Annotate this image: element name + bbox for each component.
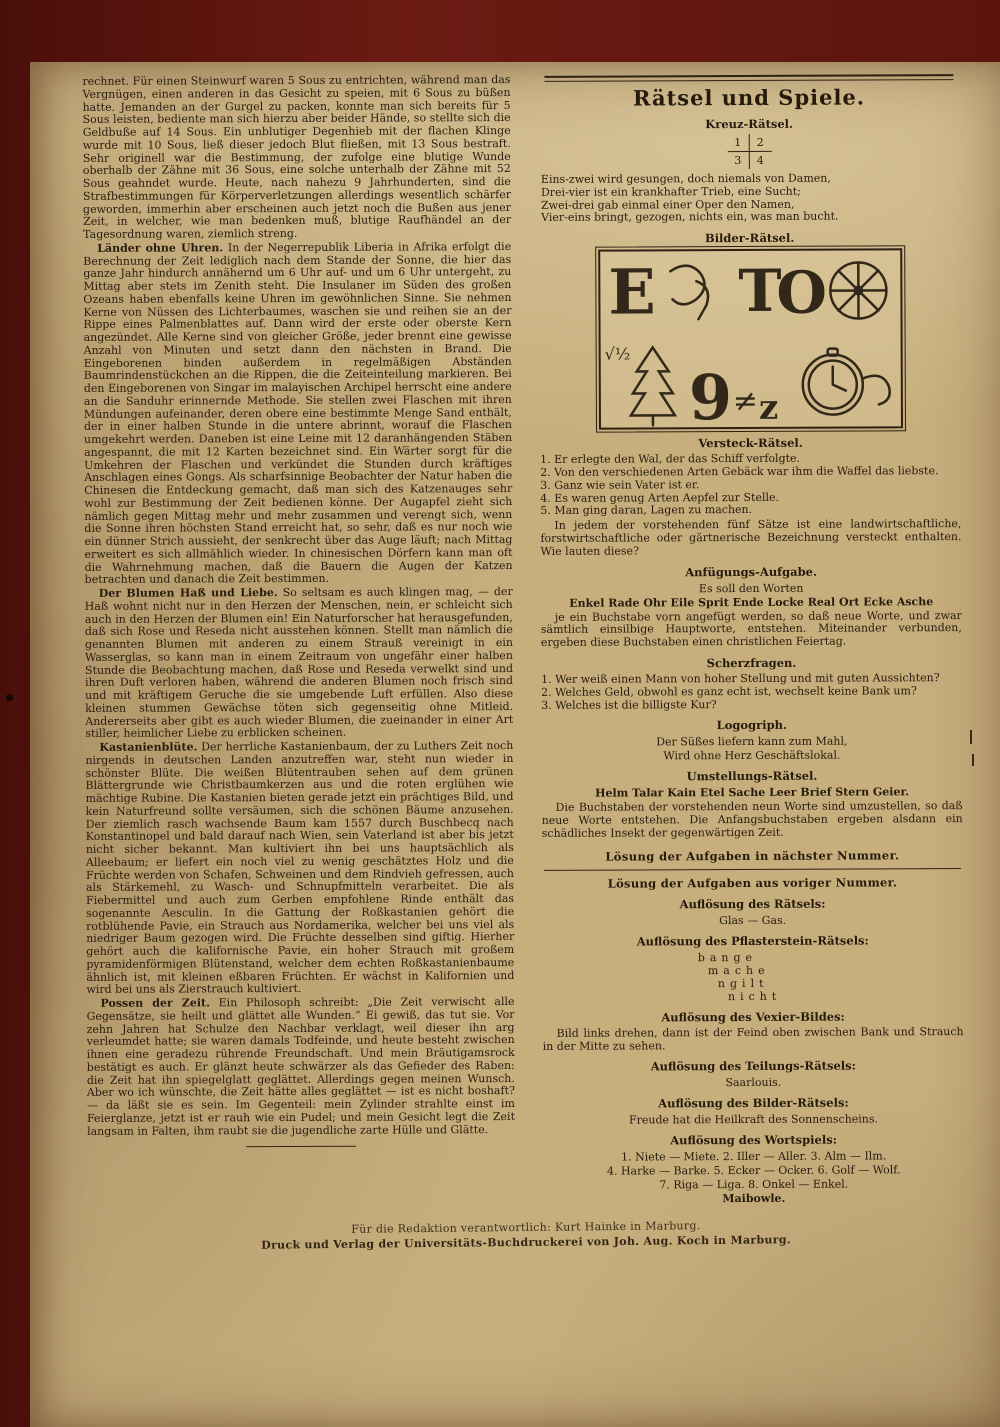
section-double-rule — [544, 74, 953, 82]
logogriph-line: Wird ohne Herz Geschäftslokal. — [663, 748, 841, 763]
paragraph-lead: Der Blumen Haß und Liebe. — [98, 586, 278, 600]
kreuz-raetsel-grid — [727, 134, 771, 169]
pflasterstein-solution — [698, 950, 808, 1002]
paragraph-text: rechnet. Für einen Steinwurf waren 5 Sous zu entrichten, während man das Vergnügen, einen anderen in das Gesicht zu speien, mit 6 Sous zu büßen hatte. Jemanden an der Gurgel zu packen, konnte man sich bereits für 5 Sous leisten, bediente man sich hierzu aber beider Hände, so stellte sich die Geldbuße auf 14 Sous. Ein unblutiger Degenhieb mit der flachen Klinge wurde mit 10 Sous, ließ dieser jedoch Blut fließen, mit 13 Sous bestraft. Sehr originell war die Bestimmung, der zufolge eine blutige Wunde oberhalb der Zähne mit 36 Sous, eine solche unterhalb der Zähne mit 52 Sous geahndet wurde. Heute, nach nahezu 9 Jahrhunderten, sind die Strafbestimmungen für Körperverletzungen allerdings wesentlich schärfer geworden, immerhin aber erscheinen auch jetzt noch die Bußen aus jener Zeit, in welcher, wie man bedenken muß, blutige Raufhändel an der Tagesordnung waren, ziemlich streng. — [82, 73, 512, 241]
bilder-raetsel-illustration — [598, 248, 903, 429]
list-item: 4. Es waren genug Arten Aepfel zur Stelle. — [540, 490, 780, 505]
list-item: 2. Welches Geld, obwohl es ganz echt ist, wechselt keine Bank um? — [541, 683, 917, 699]
versteck-raetsel-list — [540, 452, 961, 518]
article-paragraph — [83, 241, 512, 587]
svg-text:E: E — [607, 255, 656, 329]
article-paragraph — [86, 996, 515, 1138]
left-article-column — [82, 74, 515, 1209]
newspaper-page — [30, 62, 1000, 1427]
list-item: 1. Er erlegte den Wal, der das Schiff verfolgte. — [540, 451, 801, 467]
imprint-line-responsible: Für die Redaktion verantwortlich: Kurt Hainke in Marburg. — [351, 1219, 701, 1237]
solution-raetsel-text: Glas — Gas. — [719, 913, 787, 927]
paragraph-text: So seltsam es auch klingen mag, — der Haß wohnt nicht nur in den Herzen der Menschen, nein, er schleicht sich auch in den Herzen der Blumen ein! Ein Naturforscher hat herausgefunden, daß sich Rose und Reseda nicht ausstehen können. Stellt man nämlich die genannten Blumen mit anderen zu einem Strauß vereinigt in ein Wasserglas, so kann man in einem Zeitraum von ungefähr einer halben Stunde die Beobachtung machen, daß Rose und Reseda verwelkt sind und ihren Duft verloren haben, während die anderen Blumen noch frisch sind und mit kräftigem Geruche die sie umgebende Luft erfüllen. Also diese kleinen stummen Gewächse töten sich gegenseitig ohne Mitleid. Andererseits aber gibt es auch wieder Blumen, die zueinander in einer Art stiller, heimlicher Liebe zu erblicken scheinen. — [84, 585, 514, 741]
anfuegung-intro: Es soll den Worten — [698, 581, 804, 595]
paragraph-text: In der Negerrepublik Liberia in Afrika erfolgt die Berechnung der Zeit lediglich nach dem Stande der Sonne, die hier das ganze Jahr hindurch annähernd um 6 Uhr auf- und um 6 Uhr untergeht, zu Mittag aber stets im Zenith steht. Die Insulaner im Süden des großen Ozeans haben ebenfalls keine Uhren im gewöhnlichen Sinne. Sie nehmen Kerne von Nüssen des Lichterbaumes, waschen sie und reihen sie an der Rippe eines Palmenblattes auf. Dann wird der erste oder oberste Kern angezündet. Alle Kerne sind von gleicher Größe, jeder brennt eine gewisse Anzahl von Minuten und setzt dann den nächsten in Brand. Die Eingeborenen binden außerdem in regelmäßigen Abständen Baumrindenstückchen an die Rippen, die die Zeiteinteilung markieren. Bei den Eingeborenen von Singar im malayischen Archipel herrscht eine andere an die Sanduhr erinnernde Methode. Sie stellen zwei Flaschen mit ihren Mündungen aufeinander, deren obere eine bestimmte Menge Sand enthält, der in einer halben Stunde in die untere abrinnt, worauf die Flaschen umgekehrt werden. Daneben ist eine Leine mit 12 daranhängenden Stäben angespannt, die mit 12 Karten bezeichnet sind. Ein Wärter sorgt für die Umkehren der Flaschen und verkündet die Stunden durch kräftiges Anschlagen eines Gongs. Als scharfsinnige Beobachter der Natur haben die Chinesen die Entdeckung gemacht, daß man sich des Katzenauges sehr wohl zur Bestimmung der Zeit bedienen könne. Der Augapfel zieht sich nämlich gegen Mittag mehr und mehr zusammen und verengt sich, wenn die Sonne ihren höchsten Stand erreicht hat, so sehr, daß es nur noch wie ein dünner Strich aussieht, der senkrecht über das Auge läuft; nach Mittag erweitert es sich allmählich wieder. In chinesischen Dörfern kann man oft die Wahrnehmung machen, daß die Bauern die Augen der Katzen betrachten und danach die Zeit bestimmen. — [83, 239, 513, 587]
solution-raetsel-heading: Auflösung des Rätsels: — [679, 896, 826, 912]
poem-line: Vier-eins bringt, gezogen, nichts ein, was man bucht. — [541, 209, 839, 225]
svg-text:9: 9 — [688, 361, 732, 428]
poem-line: Eins-zwei wird gesungen, doch niemals von Damen, — [540, 171, 831, 186]
solutions-heading: Lösung der Aufgaben aus voriger Nummer. — [607, 875, 898, 891]
next-issue-note: Lösung der Aufgaben in nächster Nummer. — [605, 848, 900, 864]
svg-text:≠: ≠ — [732, 384, 758, 420]
kreuz-raetsel-heading: Kreuz-Rätsel. — [705, 116, 794, 132]
solution-pflasterstein-heading: Auflösung des Pflasterstein-Rätsels: — [636, 933, 869, 949]
paragraph-lead: Kastanienblüte. — [99, 740, 198, 754]
poem-line: Zwei-drei gab einmal einer Oper den Namen, — [540, 197, 795, 212]
anfuegung-text: je ein Buchstabe vorn angefügt werden, so daß neue Worte, und zwar sämtlich einsilbige Hauptworte, entstehen. Miteinander verbunden, ergeben diese Buchstaben einen christlichen Feiertag. — [540, 608, 962, 650]
paragraph-text: Der herrliche Kastanienbaum, der zu Luthers Zeit noch nirgends in deutschen Landen anzutreffen war, steht nun wieder in schönster Blüte. Die weißen Blütentrauben sehen auf dem grünen Blättergrunde wie Christbaumkerzen aus und die roten erglühen wie mächtige Rubine. Die Kastanien bieten gerade jetzt ein prächtiges Bild, und kein Naturfreund sollte versäumen, sich die schönen Bäume anzusehen. Der ziemlich rasch wachsende Baum kam 1557 durch Buschbecq nach Konstantinopel und bald darauf nach Wien, sein Vaterland ist aber bis jetzt nicht sicher bekannt. Man kultiviert ihn bei uns hauptsächlich als Alleebaum; er liefert ein noch viel zu wenig geschätztes Holz und die Früchte werden von Schafen, Schweinen und dem Rindvieh gefressen, auch als Stärkemehl, zu Wasch- und Schnupfmitteln verarbeitet. Die als Fiebermittel und auch zum Gerben empfohlene Rinde enthält das sogenannte Aesculin. In die Gattung der Roßkastanien gehört die rotblühende Pavie, ein Strauch aus Nordamerika, welcher bei uns viel als niedriger Baum gezogen wird. Die Früchte desselben sind giftig. Hierher gehört auch die kalifornische Pavie, ein hoher Strauch mit großem pyramidenförmigen Blütenstand, welcher dem echten Roßkastanienbaume ähnlich ist, mit kleinen eßbaren Früchten. Er wächst in Kalifornien und wird bei uns als Zierstrauch kultiviert. — [85, 739, 515, 997]
paragraph-lead: Possen der Zeit. — [100, 996, 210, 1010]
wortspiel-line: 4. Harke — Barke. 5. Ecker — Ocker. 6. Golf — Wolf. — [606, 1163, 901, 1178]
article-paragraph — [82, 74, 511, 242]
imprint-footer — [87, 1217, 964, 1254]
solution-wortspiel-heading: Auflösung des Wortspiels: — [670, 1132, 837, 1148]
grid-cell: 2 — [749, 134, 771, 152]
list-item: 3. Welches ist die billigste Kur? — [541, 697, 717, 712]
scherzfragen-heading: Scherzfragen. — [706, 655, 797, 671]
solution-vexier-text: Bild links drehen, dann ist der Feind oben zwischen Bank und Strauch in der Mitte zu sehen. — [542, 1024, 964, 1053]
solution-vexier-heading: Auflösung des Vexier-Bildes: — [661, 1009, 845, 1025]
stair-row: bange — [697, 950, 758, 964]
list-item: 5. Man ging daran, Lagen zu machen. — [540, 503, 753, 518]
solution-teilung-heading: Auflösung des Teilungs-Rätsels: — [650, 1058, 856, 1074]
list-item: 3. Ganz wie sein Vater ist er. — [540, 477, 700, 492]
stair-row: mache — [707, 963, 770, 977]
wortspiel-line: 1. Niete — Miete. 2. Iller — Aller. 3. Alm — Ilm. — [621, 1149, 887, 1164]
umstellung-text: Die Buchstaben der vorstehenden neun Worte sind umzustellen, so daß neue Worte entstehen. Die Anfangsbuchstaben ergeben alsdann ein schädliches Insekt der gegenwärtigen Zeit. — [541, 799, 963, 840]
paragraph-text: Ein Philosoph schreibt: „Die Zeit verwischt alle Gegensätze, sie heilt und glättet alle Wunden.“ Ei gewiß, das tut sie. Vor zehn Jahren hat Schulze den Nachbar verklagt, weil dieser ihn arg verleumdet hatte; sie waren damals Todfeinde, und heute besteht zwischen ihnen eine geradezu rührende Freundschaft. Und mein Bräutigamsrock bestätigt es auch. Er glänzt heute schwärzer als das Gefieder des Raben: die Zeit hat ihn spiegelglatt geglättet. Allerdings gegen meinen Wunsch. Aber wo ich wünschte, die Zeit hätte alles geglättet — ist es nicht boshaft? — da läßt sie es sein. Im Gegenteil: mein Zylinder strahlte einst im Feierglanze, jetzt ist er rauh wie ein Pudel; und mein Gesicht legt die Zeit langsam in Falten, ihm raubt sie die jugendliche zarte Hülle und Glätte. — [86, 995, 516, 1138]
solution-teilung-text: Saarlouis. — [725, 1076, 782, 1090]
svg-text:T: T — [737, 257, 782, 326]
wortspiel-line: 7. Riga — Liga. 8. Onkel — Enkel. — [659, 1177, 849, 1192]
paragraph-lead: Länder ohne Uhren. — [97, 241, 224, 255]
stair-row: ngilt — [717, 976, 769, 990]
umstellungs-raetsel-heading: Umstellungs-Rätsel. — [686, 769, 818, 784]
umstellung-words: Helm Talar Kain Etel Sache Leer Brief Stern Geier. — [595, 785, 910, 800]
solutions-divider-rule — [544, 868, 961, 871]
bilder-raetsel-heading: Bilder-Rätsel. — [704, 230, 795, 246]
logogriph-heading: Logogriph. — [716, 718, 787, 733]
grid-cell: 4 — [756, 153, 764, 167]
article-end-rule — [246, 1146, 356, 1147]
anfuegungs-aufgabe-heading: Anfügungs-Aufgabe. — [685, 564, 818, 579]
stair-row: nicht — [727, 989, 782, 1003]
section-title: Rätsel und Spiele. — [632, 84, 866, 111]
versteck-raetsel-note: In jedem der vorstehenden fünf Sätze ist eine landwirtschaftliche, forstwirtschaftliche oder gärtnerische Bezeichnung versteckt enthalten. Wie lauten diese? — [540, 517, 962, 558]
list-item: 1. Wer weiß einen Mann von hoher Stellung und mit guten Aussichten? — [541, 671, 940, 686]
grid-cell: 3 — [727, 152, 749, 169]
svg-text:√½: √½ — [604, 344, 630, 364]
scherzfragen-list — [541, 672, 962, 712]
rebus-sketch — [600, 251, 901, 428]
ink-speck — [6, 694, 13, 701]
poem-line: Drei-vier ist ein krankhafter Trieb, eine Sucht; — [540, 184, 801, 199]
solution-bilder-heading: Auflösung des Bilder-Rätsels: — [658, 1095, 849, 1111]
kreuz-raetsel-verse — [541, 172, 960, 225]
anfuegung-words: Enkel Rade Ohr Eile Sprit Ende Locke Real Ort Ecke Asche — [569, 594, 934, 610]
article-paragraph — [85, 586, 514, 741]
wortspiel-line: Maibowle. — [722, 1192, 786, 1206]
svg-text:z: z — [758, 388, 778, 428]
list-item: 2. Von den verschiedenen Arten Gebäck war ihm die Waffel das liebste. — [540, 464, 939, 479]
svg-text:O: O — [775, 258, 827, 328]
solution-bilder-text: Freude hat die Heilkraft des Sonnenscheins. — [628, 1112, 879, 1127]
puzzle-column — [538, 72, 964, 1207]
logogriph-line: Der Süßes liefern kann zum Mahl, — [656, 734, 848, 749]
versteck-raetsel-heading: Versteck-Rätsel. — [698, 435, 803, 451]
grid-cell: 1 — [727, 134, 749, 152]
article-paragraph — [85, 740, 514, 997]
imprint-line-publisher: Druck und Verlag der Universitäts-Buchdruckerei von Joh. Aug. Koch in Marburg. — [261, 1233, 792, 1253]
